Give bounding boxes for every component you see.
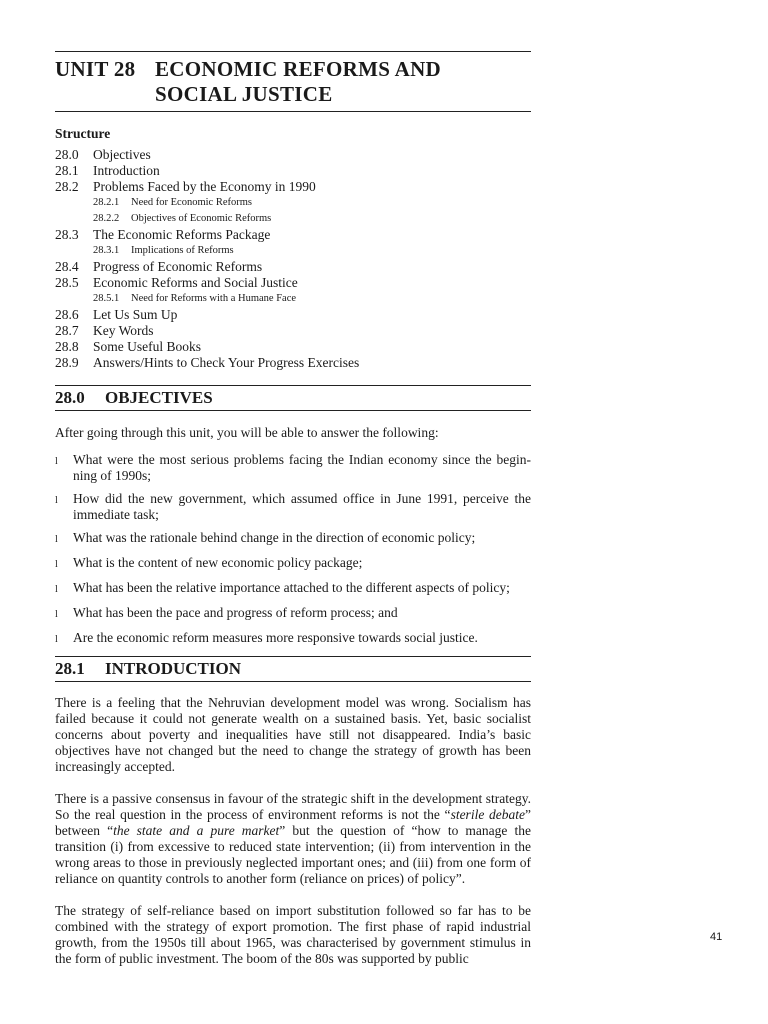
toc-entry bbox=[55, 147, 531, 163]
toc-number: 28.0 bbox=[55, 147, 79, 162]
toc-number: 28.5 bbox=[55, 275, 79, 290]
list-item-text: Are the economic reform measures more responsive towards social justice. bbox=[73, 630, 478, 645]
toc-entry bbox=[55, 339, 531, 355]
bullet-mark: l bbox=[55, 456, 58, 467]
unit-title-line1: ECONOMIC REFORMS AND bbox=[155, 57, 442, 81]
toc-number: 28.8 bbox=[55, 339, 79, 354]
list-item bbox=[55, 530, 531, 548]
toc-number: 28.2 bbox=[55, 179, 79, 194]
unit-title-line2: SOCIAL JUSTICE bbox=[155, 82, 333, 106]
toc-label: Let Us Sum Up bbox=[93, 307, 178, 322]
toc-label: Need for Economic Reforms bbox=[131, 197, 253, 208]
toc-number: 28.6 bbox=[55, 307, 79, 322]
list-item bbox=[55, 555, 531, 573]
toc-label: Progress of Economic Reforms bbox=[93, 259, 263, 274]
toc-subentry bbox=[55, 291, 531, 307]
section-rule bbox=[55, 410, 531, 411]
list-item-text: How did the new government, which assumed office in June 1991, perceive the immediate task; bbox=[73, 491, 531, 522]
objectives-intro: After going through this unit, you will be able to answer the following: bbox=[55, 425, 439, 440]
toc-subentry bbox=[55, 195, 531, 211]
toc-label: Introduction bbox=[93, 163, 160, 178]
toc-entry bbox=[55, 259, 531, 275]
toc-label: Problems Faced by the Economy in 1990 bbox=[93, 179, 316, 194]
toc-number: 28.2.2 bbox=[93, 213, 120, 224]
list-item bbox=[55, 630, 531, 648]
text-run: ” between “ bbox=[55, 807, 531, 838]
title-bottom-rule bbox=[55, 111, 531, 112]
toc-label: Objectives of Economic Reforms bbox=[131, 213, 272, 224]
bullet-mark: l bbox=[55, 609, 58, 620]
section-number: 28.0 bbox=[55, 388, 85, 407]
intro-paragraph-2 bbox=[55, 791, 531, 887]
toc-number: 28.4 bbox=[55, 259, 79, 274]
list-item bbox=[55, 452, 531, 484]
toc-label: Implications of Reforms bbox=[131, 245, 234, 256]
bullet-mark: l bbox=[55, 634, 58, 645]
toc-number: 28.3.1 bbox=[93, 245, 120, 256]
list-item-text: What has been the pace and progress of reform process; and bbox=[73, 605, 398, 620]
list-item bbox=[55, 605, 531, 623]
section-title: INTRODUCTION bbox=[105, 659, 242, 678]
toc-entry bbox=[55, 227, 531, 243]
toc-subentry bbox=[55, 243, 531, 259]
text-run: There is a passive consensus in favour of the strategic shift in the development strategy. So the real question in the process of environment reforms is not the “ bbox=[55, 791, 531, 822]
toc-entry bbox=[55, 355, 531, 371]
objectives-list bbox=[55, 452, 531, 648]
intro-paragraph-1: There is a feeling that the Nehruvian development model was wrong. Socialism has failed because it could not generate wealth on a sustained basis. Yet, basic socialist concerns about poverty and inequalities have still not disappeared. India’s basic objectives have not changed but the need to change the strategy of growth has been increasingly accepted. bbox=[55, 695, 531, 774]
structure-heading: Structure bbox=[55, 126, 111, 141]
toc-label: Answers/Hints to Check Your Progress Exercises bbox=[93, 355, 360, 370]
section-rule bbox=[55, 681, 531, 682]
section-rule bbox=[55, 656, 531, 657]
list-item-text: What were the most serious problems facing the Indian economy since the begin-ning of 1990s; bbox=[73, 452, 531, 483]
objectives-heading bbox=[55, 387, 531, 409]
toc-number: 28.5.1 bbox=[93, 293, 120, 304]
toc-label: Some Useful Books bbox=[93, 339, 201, 354]
toc-label: The Economic Reforms Package bbox=[93, 227, 271, 242]
bullet-mark: l bbox=[55, 534, 58, 545]
toc-entry bbox=[55, 307, 531, 323]
section-rule bbox=[55, 385, 531, 386]
toc-label: Objectives bbox=[93, 147, 151, 162]
section-title: OBJECTIVES bbox=[105, 388, 213, 407]
toc-entry bbox=[55, 323, 531, 339]
unit-title bbox=[55, 57, 531, 107]
list-item-text: What is the content of new economic policy package; bbox=[73, 555, 363, 570]
top-rule bbox=[55, 51, 531, 52]
toc-number: 28.7 bbox=[55, 323, 79, 338]
toc-label: Need for Reforms with a Humane Face bbox=[131, 293, 297, 304]
toc-entry bbox=[55, 163, 531, 179]
table-of-contents bbox=[55, 147, 531, 371]
toc-label: Key Words bbox=[93, 323, 154, 338]
page-number: 41 bbox=[710, 931, 723, 943]
toc-label: Economic Reforms and Social Justice bbox=[93, 275, 298, 290]
introduction-heading bbox=[55, 658, 531, 680]
toc-entry bbox=[55, 179, 531, 195]
toc-entry bbox=[55, 275, 531, 291]
toc-number: 28.9 bbox=[55, 355, 79, 370]
italic-text: the state and a pure market bbox=[113, 823, 280, 838]
list-item-text: What was the rationale behind change in the direction of economic policy; bbox=[73, 530, 476, 545]
toc-subentry bbox=[55, 211, 531, 227]
list-item-text: What has been the relative importance attached to the different aspects of policy; bbox=[73, 580, 510, 595]
bullet-mark: l bbox=[55, 559, 58, 570]
section-number: 28.1 bbox=[55, 659, 85, 678]
intro-paragraph-3: The strategy of self-reliance based on import substitution followed so far has to be combined with the strategy of export promotion. The first phase of rapid industrial growth, from the 1950s till about 1965, was characterised by government stimulus in the form of public investment. The boom of the 80s was supported by public bbox=[55, 903, 531, 966]
bullet-mark: l bbox=[55, 495, 58, 506]
toc-number: 28.2.1 bbox=[93, 197, 120, 208]
list-item bbox=[55, 580, 531, 598]
list-item bbox=[55, 491, 531, 523]
bullet-mark: l bbox=[55, 584, 58, 595]
text-run: ” but the question of “how to manage the transition (i) from excessive to reduced state intervention; (ii) from intervention in the wrong areas to those in previously neglected important ones; and (iii) from one form of reliance on quantity controls to another form (reliance on prices) of policy”. bbox=[55, 823, 531, 886]
unit-number: UNIT 28 bbox=[55, 57, 136, 81]
toc-number: 28.1 bbox=[55, 163, 79, 178]
document-page bbox=[55, 0, 531, 967]
italic-text: sterile debate bbox=[450, 807, 525, 822]
toc-number: 28.3 bbox=[55, 227, 79, 242]
